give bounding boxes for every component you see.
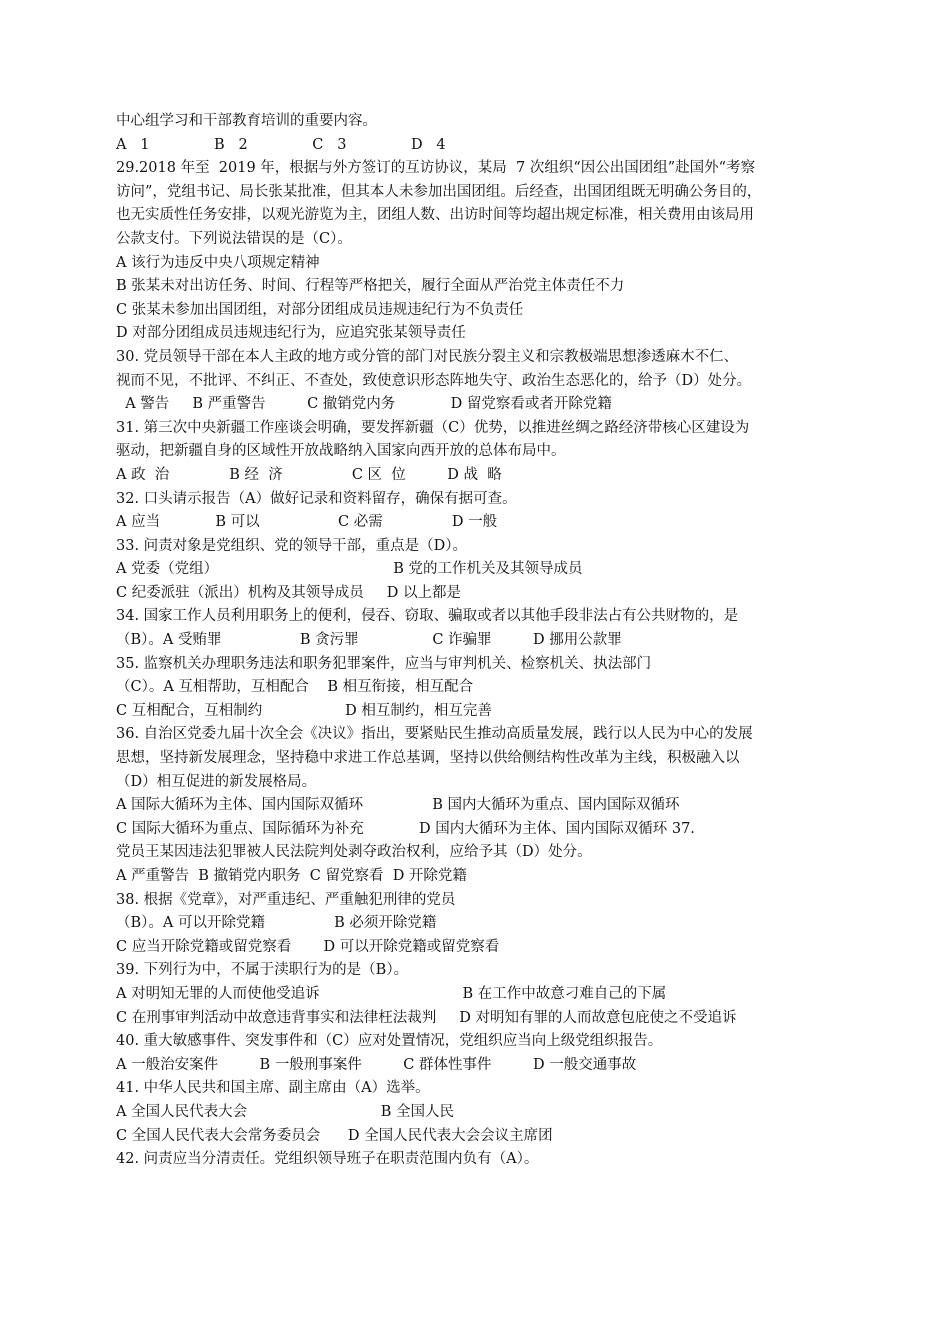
text-line: A 应当 B 可以 C 必需 D 一般 xyxy=(116,514,498,531)
text-line: A 国际大循环为主体、国内国际双循环 B 国内大循环为重点、国内国际双循环 xyxy=(116,797,680,814)
text-line: A 全国人民代表大会 B 全国人民 xyxy=(116,1103,455,1120)
text-line: C 应当开除党籍或留党察看 D 可以开除党籍或留党察看 xyxy=(116,938,500,955)
text-line: 36. 自治区党委九届十次全会《决议》指出，要紧贴民生推动高质量发展，践行以人民为中心的发展 xyxy=(116,726,753,743)
text-line: A 一般治安案件 B 一般刑事案件 C 群体性事件 D 一般交通事故 xyxy=(116,1056,637,1073)
text-line: 中心组学习和干部教育培训的重要内容。 xyxy=(116,113,377,129)
text-line: 39. 下列行为中，不属于渎职行为的是（B）。 xyxy=(116,962,409,979)
text-line: 视而不见，不批评、不纠正、不查处，致使意识形态阵地失守、政治生态恶化的，给予（D）处分。 xyxy=(116,372,752,389)
text-line: C 在刑事审判活动中故意违背事实和法律枉法裁判 D 对明知有罪的人而故意包庇使之不受追诉 xyxy=(116,1009,737,1026)
text-line: （B）。A 受贿罪 B 贪污罪 C 诈骗罪 D 挪用公款罪 xyxy=(116,632,622,649)
text-line: A 严重警告 B 撤销党内职务 C 留党察看 D 开除党籍 xyxy=(116,868,467,884)
text-line: 40. 重大敏感事件、突发事件和（C）应对处置情况，党组织应当向上级党组织报告。 xyxy=(116,1033,663,1050)
document-body xyxy=(116,110,836,1172)
text-line: A 1 B 2 C 3 D 4 xyxy=(116,136,446,153)
text-line: A 政 治 B 经 济 C 区 位 D 战 略 xyxy=(116,466,502,483)
text-line: 访问”，党组书记、局长张某批准，但其本人未参加出国团组。后经查，出国团组既无明确公务目的， xyxy=(116,183,762,200)
text-line: C 国际大循环为重点、国际循环为补充 D 国内大循环为主体、国内国际双循环 37. xyxy=(116,820,695,837)
text-line: 32. 口头请示报告（A）做好记录和资料留存，确保有据可查。 xyxy=(116,490,517,507)
text-line: 驱动，把新疆自身的区域性开放战略纳入国家向西开放的总体布局中。 xyxy=(116,443,566,460)
text-line: B 张某未对出访任务、时间、行程等严格把关，履行全面从严治党主体责任不力 xyxy=(116,278,625,295)
text-line: C 互相配合，互相制约 D 相互制约，相互完善 xyxy=(116,702,492,719)
text-line: 31. 第三次中央新疆工作座谈会明确，要发挥新疆（C）优势，以推进丝绸之路经济带核心区建设为 xyxy=(116,419,750,436)
text-line: （B）。A 可以开除党籍 B 必须开除党籍 xyxy=(116,915,437,932)
text-line: （C）。A 互相帮助，互相配合 B 相互衔接，相互配合 xyxy=(116,679,474,696)
text-line: D 对部分团组成员违规违纪行为，应追究张某领导责任 xyxy=(116,325,466,342)
text-line: （D）相互促进的新发展格局。 xyxy=(116,773,317,790)
text-line: 也无实质性任务安排，以观光游览为主，团组人数、出访时间等均超出规定标准，相关费用由该局用 xyxy=(116,207,754,224)
text-line: 38. 根据《党章》，对严重违纪、严重触犯刑律的党员 xyxy=(116,891,456,908)
text-line: C 全国人民代表大会常务委员会 D 全国人民代表大会会议主席团 xyxy=(116,1127,553,1144)
text-line: 35. 监察机关办理职务违法和职务犯罪案件，应当与审判机关、检察机关、执法部门 xyxy=(116,655,652,672)
text-line: 党员王某因违法犯罪被人民法院判处剥夺政治权利，应给予其（D）处分。 xyxy=(116,844,592,861)
text-line: 42. 问责应当分清责任。党组织领导班子在职责范围内负有（A）。 xyxy=(116,1151,539,1168)
text-line: 34. 国家工作人员利用职务上的便利，侵吞、窃取、骗取或者以其他手段非法占有公共财物的，是 xyxy=(116,608,739,625)
text-line: C 张某未参加出国团组，对部分团组成员违规违纪行为不负责任 xyxy=(116,301,524,318)
text-line: 公款支付。下列说法错误的是（C）。 xyxy=(116,230,352,247)
text-line: A 党委（党组） B 党的工作机关及其领导成员 xyxy=(116,561,583,578)
text-line: C 纪委派驻（派出）机构及其领导成员 D 以上都是 xyxy=(116,584,461,601)
text-line: 思想，坚持新发展理念，坚持稳中求进工作总基调，坚持以供给侧结构性改革为主线，积极融入以 xyxy=(116,750,740,767)
text-line: 29.2018 年至 2019 年，根据与外方签订的互访协议，某局 7 次组织“因公出国团组”赴国外“考察 xyxy=(116,160,756,177)
text-line: 33. 问责对象是党组织、党的领导干部，重点是（D）。 xyxy=(116,537,468,554)
text-line: 30. 党员领导干部在本人主政的地方或分管的部门对民族分裂主义和宗教极端思想渗透麻木不仁、 xyxy=(116,348,739,365)
text-line: A 对明知无罪的人而使他受追诉 B 在工作中故意刁难自己的下属 xyxy=(116,985,667,1002)
text-line: A 该行为违反中央八项规定精神 xyxy=(116,254,320,271)
text-line: A 警告 B 严重警告 C 撤销党内务 D 留党察看或者开除党籍 xyxy=(116,396,612,413)
text-line: 41. 中华人民共和国主席、副主席由（A）选举。 xyxy=(116,1080,430,1097)
